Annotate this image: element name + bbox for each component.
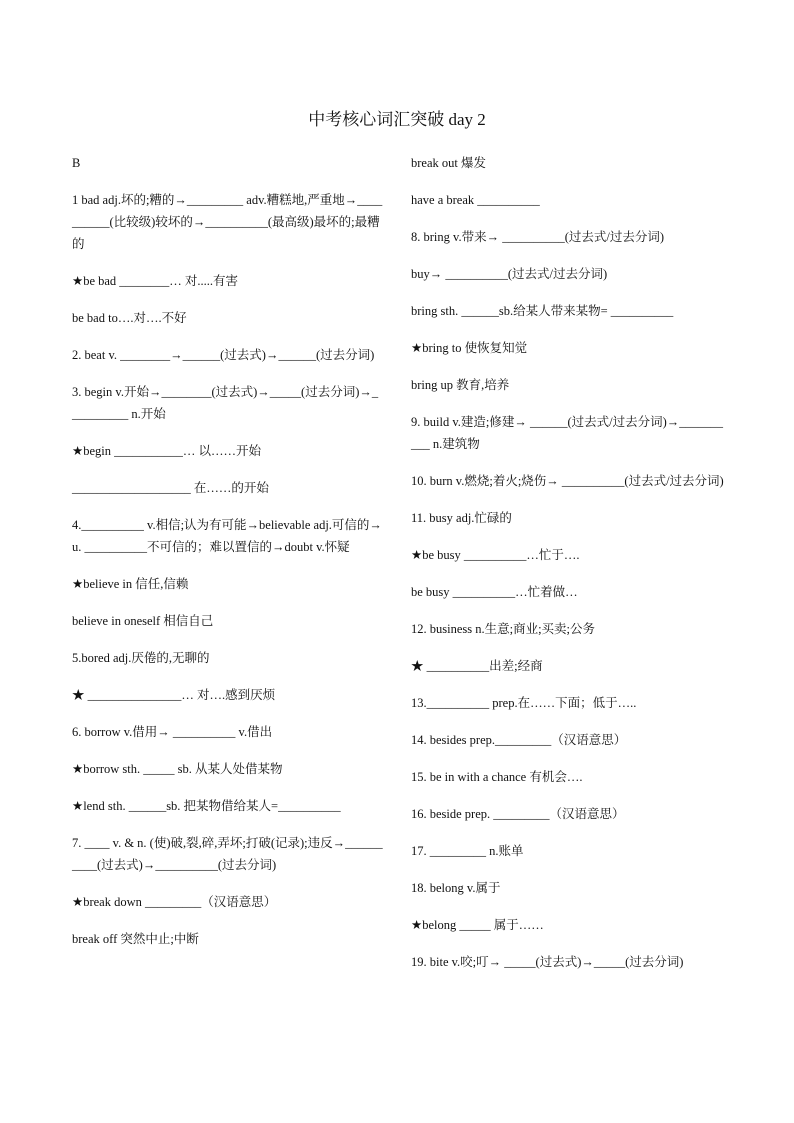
right-column bbox=[411, 152, 727, 973]
vocab-line: buy→ __________(过去式/过去分词) bbox=[411, 267, 608, 281]
page-title: 中考核心词汇突破 day 2 bbox=[308, 110, 486, 129]
vocab-line: 3. begin v.开始→________(过去式)→_____(过去分词)→__________ n.开始 bbox=[72, 385, 379, 421]
vocab-line: ★believe in 信任,信赖 bbox=[72, 577, 189, 591]
vocab-line: 2. beat v. ________→______(过去式)→______(过去分词) bbox=[72, 348, 375, 362]
left-column bbox=[72, 152, 384, 950]
vocab-line: 17. _________ n.账单 bbox=[411, 844, 524, 858]
vocab-line: break out 爆发 bbox=[411, 156, 486, 170]
vocab-line: 4.__________ v.相信;认为有可能→believable adj.可信的→u. __________不可信的；难以置信的→doubt v.怀疑 bbox=[72, 518, 382, 554]
vocab-line: ★borrow sth. _____ sb. 从某人处借某物 bbox=[72, 762, 283, 776]
vocab-line: 7. ____ v. & n. (使)破,裂,碎,弄坏;打破(记录);违反→__________(过去式)→__________(过去分词) bbox=[72, 836, 383, 872]
vocab-line: 5.bored adj.厌倦的,无聊的 bbox=[72, 651, 210, 665]
vocab-line: 11. busy adj.忙碌的 bbox=[411, 511, 512, 525]
vocab-line: believe in oneself 相信自己 bbox=[72, 614, 214, 628]
vocab-line: ★lend sth. ______sb. 把某物借给某人=__________ bbox=[72, 799, 341, 813]
vocab-line: 19. bite v.咬;叮→ _____(过去式)→_____(过去分词) bbox=[411, 955, 684, 969]
vocab-line: have a break __________ bbox=[411, 193, 540, 207]
vocab-line: 13.__________ prep.在……下面；低于….. bbox=[411, 696, 637, 710]
vocab-line: be busy __________…忙着做… bbox=[411, 585, 578, 599]
vocab-line: ★break down _________（汉语意思） bbox=[72, 895, 277, 909]
vocab-line: 9. build v.建造;修建→ ______(过去式/过去分词)→__________ n.建筑物 bbox=[411, 415, 724, 451]
vocab-line: be bad to….对….不好 bbox=[72, 311, 187, 325]
vocab-line: 10. burn v.燃烧;着火;烧伤→ __________(过去式/过去分词) bbox=[411, 474, 724, 488]
vocab-line: 18. belong v.属于 bbox=[411, 881, 501, 895]
vocab-line: ★belong _____ 属于…… bbox=[411, 918, 544, 932]
vocab-line: ★ __________出差;经商 bbox=[411, 659, 543, 673]
vocab-line: ★bring to 使恢复知觉 bbox=[411, 341, 528, 355]
vocab-line: 6. borrow v.借用→ __________ v.借出 bbox=[72, 725, 273, 739]
vocab-line: bring up 教育,培养 bbox=[411, 378, 510, 392]
vocab-line: bring sth. ______sb.给某人带来某物= __________ bbox=[411, 304, 674, 318]
vocab-line: 15. be in with a chance 有机会…. bbox=[411, 770, 583, 784]
vocab-line: 16. beside prep. _________（汉语意思） bbox=[411, 807, 625, 821]
vocab-line: 8. bring v.带来→ __________(过去式/过去分词) bbox=[411, 230, 664, 244]
vocab-line: 14. besides prep._________（汉语意思） bbox=[411, 733, 627, 747]
vocab-line: ★be bad ________… 对.....有害 bbox=[72, 274, 239, 288]
vocab-line: ★begin ___________… 以……开始 bbox=[72, 444, 261, 458]
vocab-line: ★be busy __________…忙于…. bbox=[411, 548, 580, 562]
vocab-line: ★ _______________… 对….感到厌烦 bbox=[72, 688, 276, 702]
vocab-line: ___________________ 在……的开始 bbox=[72, 481, 269, 495]
vocab-line: B bbox=[72, 156, 81, 170]
vocab-line: break off 突然中止;中断 bbox=[72, 932, 199, 946]
vocab-line: 12. business n.生意;商业;买卖;公务 bbox=[411, 622, 596, 636]
vocab-line: 1 bad adj.坏的;糟的→_________ adv.糟糕地,严重地→__________(比较级)较坏的→__________(最高级)最坏的;最糟的 bbox=[72, 193, 383, 251]
